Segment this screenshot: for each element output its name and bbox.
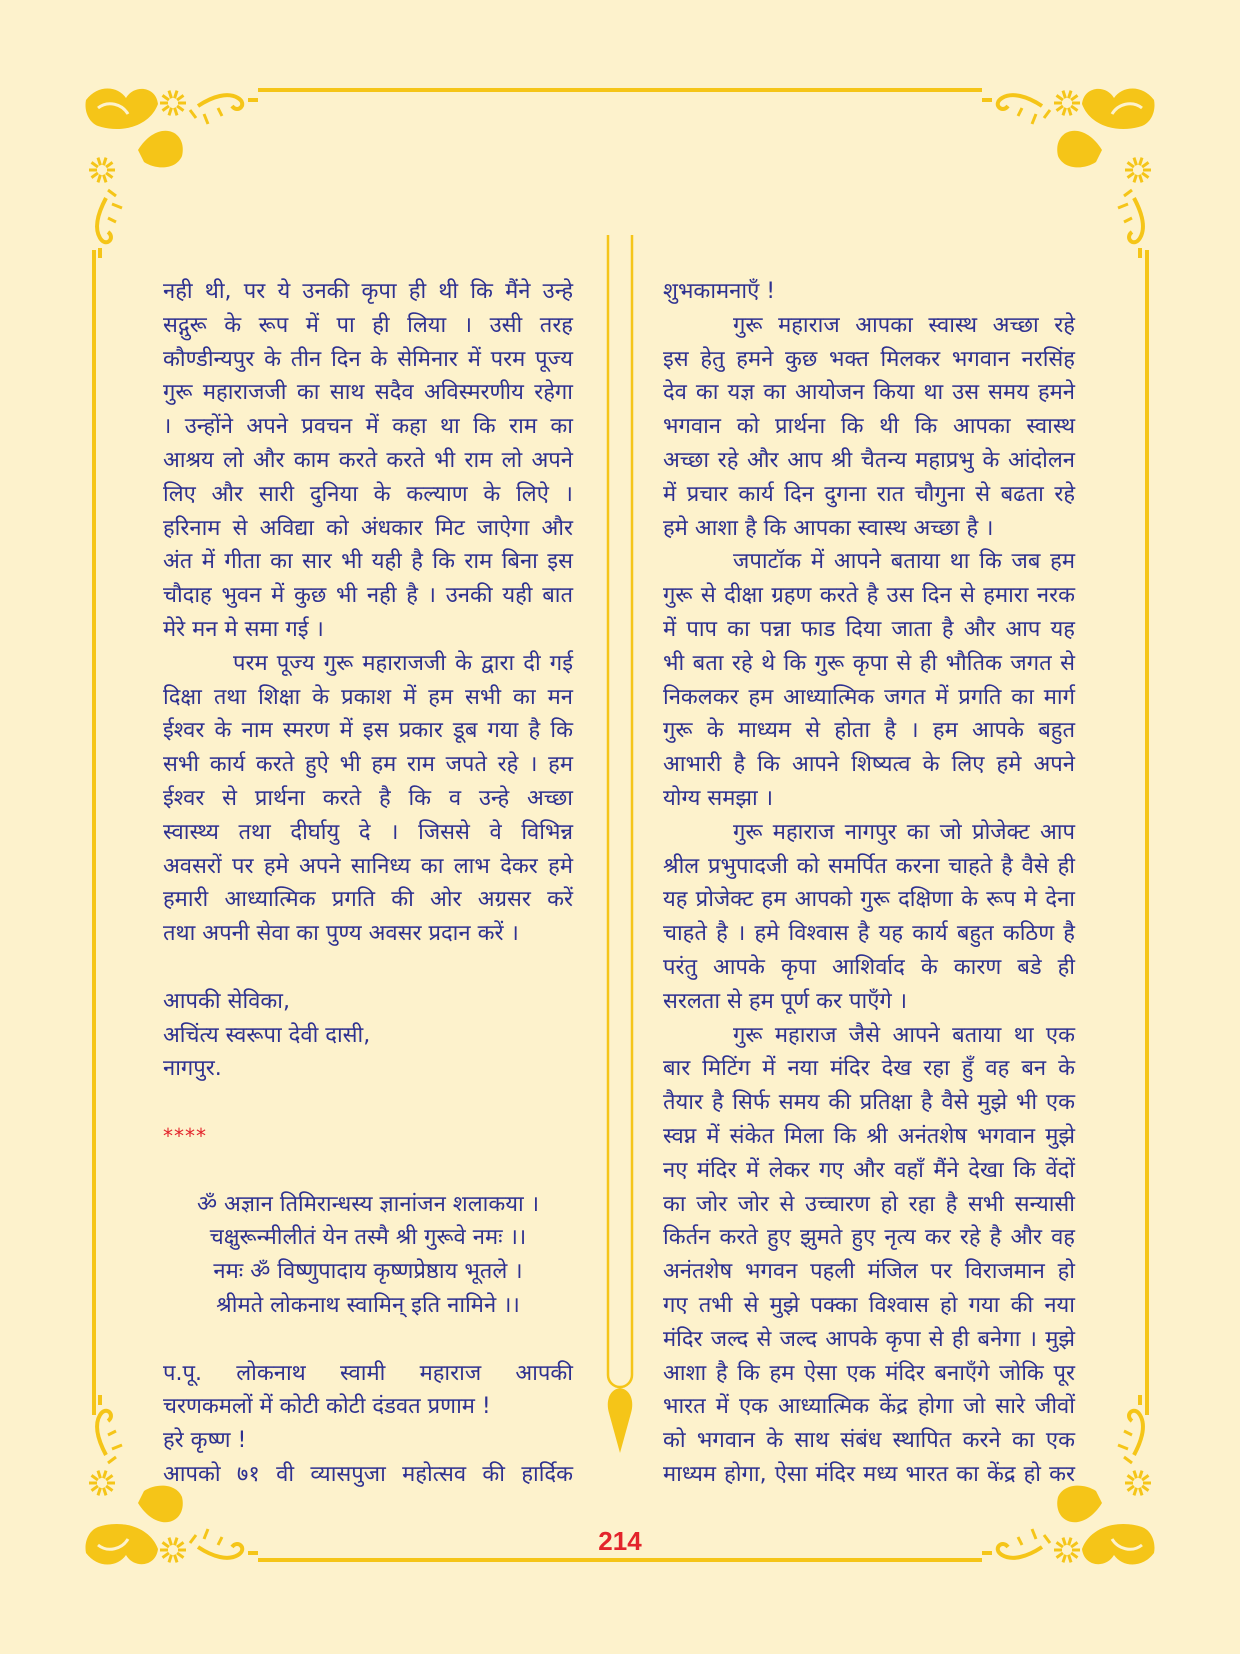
text-line: भारत में एक आध्यात्मिक केंद्र होगा जो सारे जीवों [663,1394,1075,1420]
text-line: में प्रचार कार्य दिन दुगना रात चौगुना से बढता रहे [663,481,1075,507]
text-line: नए मंदिर में लेकर गए और वहाँ मैंने देखा कि वेंदों [663,1157,1075,1183]
text-line: निकलकर हम आध्यात्मिक जगत में प्रगति का मार्ग [663,684,1075,710]
corner-ornament-icon [78,78,258,258]
text-line: ईश्वर के नाम स्मरण में इस प्रकार डूब गया है कि [163,718,573,744]
text-line: बार मिटिंग में नया मंदिर देख रहा हुँ वह बन के [663,1056,1075,1082]
text-line: गए तभी से मुझे पक्का विश्वास हो गया की नया [663,1292,1075,1318]
text-line: तथा अपनी सेवा का पुण्य अवसर प्रदान करें । [163,921,519,947]
text-line: अंत में गीता का सार भी यही है कि राम बिना इस [163,549,573,575]
text-line: हरे कृष्ण ! [163,1428,247,1454]
text-line: जपाटॉक में आपने बताया था कि जब हम [733,549,1075,575]
text-line: । उन्होंने अपने प्रवचन में कहा था कि राम का [163,414,573,440]
top-border-line [258,88,982,92]
text-line: आपको ७१ वी व्यासपुजा महोत्सव की हार्दिक [163,1461,573,1487]
text-line: श्रील प्रभुपादजी को समर्पित करना चाहते है वैसे ही [663,853,1075,879]
text-line: अवसरों पर हमे अपने सानिध्य का लाभ देकर हमे [163,853,573,879]
text-line: चाहते है । हमे विश्वास है यह कार्य बहुत कठिण है [663,921,1075,947]
shloka-line: चक्षुरून्मीलीतं येन तस्मै श्री गुरूवे नमः ।। [209,1225,527,1251]
text-line: अचिंत्य स्वरूपा देवी दासी, [163,1022,371,1048]
text-line: हमारी आध्यात्मिक प्रगति की ओर अग्रसर करें [163,887,573,913]
text-line: मेरे मन मे समा गई । [163,616,324,642]
text-line: सरलता से हम पूर्ण कर पाएँगे । [663,988,908,1014]
text-line: नही थी, पर ये उनकी कृपा ही थी कि मैंने उन्हे [163,279,573,304]
text-line: प.पू. लोकनाथ स्वामी महाराज आपकी [163,1360,573,1386]
corner-ornament-icon [982,78,1162,258]
text-line: गुरू से दीक्षा ग्रहण करते है उस दिन से हमारा नरक [663,583,1075,609]
text-line: अच्छा रहे और आप श्री चैतन्य महाप्रभु के आंदोलन [663,447,1075,473]
text-line: सभी कार्य करते हुऐ भी हम राम जपते रहे । हम [163,752,573,778]
text-line: गुरू महाराज नागपुर का जो प्रोजेक्ट आप [733,819,1075,845]
text-line: आशा है कि हम ऐसा एक मंदिर बनाएँगे जोकि पूर [663,1360,1075,1386]
right-column [663,275,1075,1492]
text-line: चौदाह भुवन में कुछ भी नही है । उनकी यही बात [163,583,573,609]
text-line: स्वास्थ्य तथा दीर्घायु दे । जिससे वे विभिन्न [163,819,573,845]
text-line: योग्य समझा । [663,785,774,811]
text-line: हमे आशा है कि आपका स्वास्थ अच्छा है । [663,515,994,541]
text-line: का जोर जोर से उच्चारण हो रहा है सभी सन्यासी [663,1191,1075,1217]
shloka-line: श्रीमते लोकनाथ स्वामिन् इति नामिने ।। [216,1292,520,1318]
text-line: आभारी है कि आपने शिष्यत्व के लिए हमे अपने [663,752,1075,778]
shloka-line: नमः ॐ विष्णुपादाय कृष्णप्रेष्ठाय भूतले । [213,1259,523,1285]
blank-line [163,1154,573,1188]
text-line: चरणकमलों में कोटी कोटी दंडवत प्रणाम ! [163,1394,491,1420]
left-column [163,275,573,1492]
text-line: आपकी सेविका, [163,988,290,1014]
text-line: गुरू महाराज आपका स्वास्थ अच्छा रहे [733,312,1075,338]
text-line: भगवान को प्रार्थना कि थी कि आपका स्वास्थ [663,414,1075,440]
text-line: भी बता रहे थे कि गुरू कृपा से ही भौतिक जगत से [663,650,1075,676]
text-line: में पाप का पन्ना फाड दिया जाता है और आप यह [663,616,1075,642]
blank-line [163,1086,573,1120]
text-line: तैयार है सिर्फ समय की प्रतिक्षा है वैसे मुझे भी एक [663,1090,1075,1116]
text-line: को भगवान के साथ संबंध स्थापित करने का एक [663,1428,1075,1454]
text-line: गुरू महाराजजी का साथ सदैव अविस्मरणीय रहेगा [163,380,573,406]
text-line: माध्यम होगा, ऐसा मंदिर मध्य भारत का केंद्र हो कर [663,1461,1075,1487]
text-line: मंदिर जल्द से जल्द आपके कृपा से ही बनेगा । मुझे [663,1326,1075,1352]
column-divider-icon [604,235,636,1455]
text-line: आश्रय लो और काम करते करते भी राम लो अपने [163,447,573,473]
text-line: देव का यज्ञ का आयोजन किया था उस समय हमने [663,380,1075,406]
text-line: नागपुर. [163,1056,222,1082]
text-line: स्वप्न में संकेत मिला कि श्री अनंतशेष भगवान मुझे [663,1123,1075,1149]
blank-line [163,951,573,985]
text-line: गुरू महाराज जैसे आपने बताया था एक [733,1022,1075,1048]
shloka-line: ॐ अज्ञान तिमिरान्धस्य ज्ञानांजन शलाकया । [196,1191,540,1217]
text-line: गुरू के माध्यम से होता है । हम आपके बहुत [663,718,1075,744]
text-line: परम पूज्य गुरू महाराजजी के द्वारा दी गई [233,650,573,676]
text-line: अनंतशेष भगवन पहली मंजिल पर विराजमान हो [663,1259,1075,1285]
left-border-line [92,250,96,1415]
text-line: हरिनाम से अविद्या को अंधकार मिट जाऐगा और [163,515,573,541]
blank-line [163,1323,573,1357]
text-line: यह प्रोजेक्ट हम आपको गुरू दक्षिणा के रूप मे देना [663,887,1075,913]
text-line: इस हेतु हमने कुछ भक्त मिलकर भगवान नरसिंह [663,346,1075,372]
text-line: लिए और सारी दुनिया के कल्याण के लिऐ । [163,481,573,507]
text-line: किर्तन करते हुए झुमते हुए नृत्य कर रहे है और वह [663,1225,1075,1251]
right-border-line [1145,250,1149,1415]
text-line: परंतु आपके कृपा आशिर्वाद के कारण बडे ही [663,954,1075,980]
text-line: ईश्वर से प्रार्थना करते है कि व उन्हे अच्छा [163,785,573,811]
bottom-border-line [258,1558,982,1562]
separator-stars: **** [163,1123,207,1148]
text-line: शुभकामनाएँ ! [663,279,776,304]
page-number: 214 [598,1526,642,1556]
text-line: सद्गुरू के रूप में पा ही लिया । उसी तरह [163,312,573,338]
text-line: कौण्डीन्यपुर के तीन दिन के सेमिनार में परम पूज्य [163,346,573,372]
text-line: दिक्षा तथा शिक्षा के प्रकाश में हम सभी का मन [163,684,573,710]
